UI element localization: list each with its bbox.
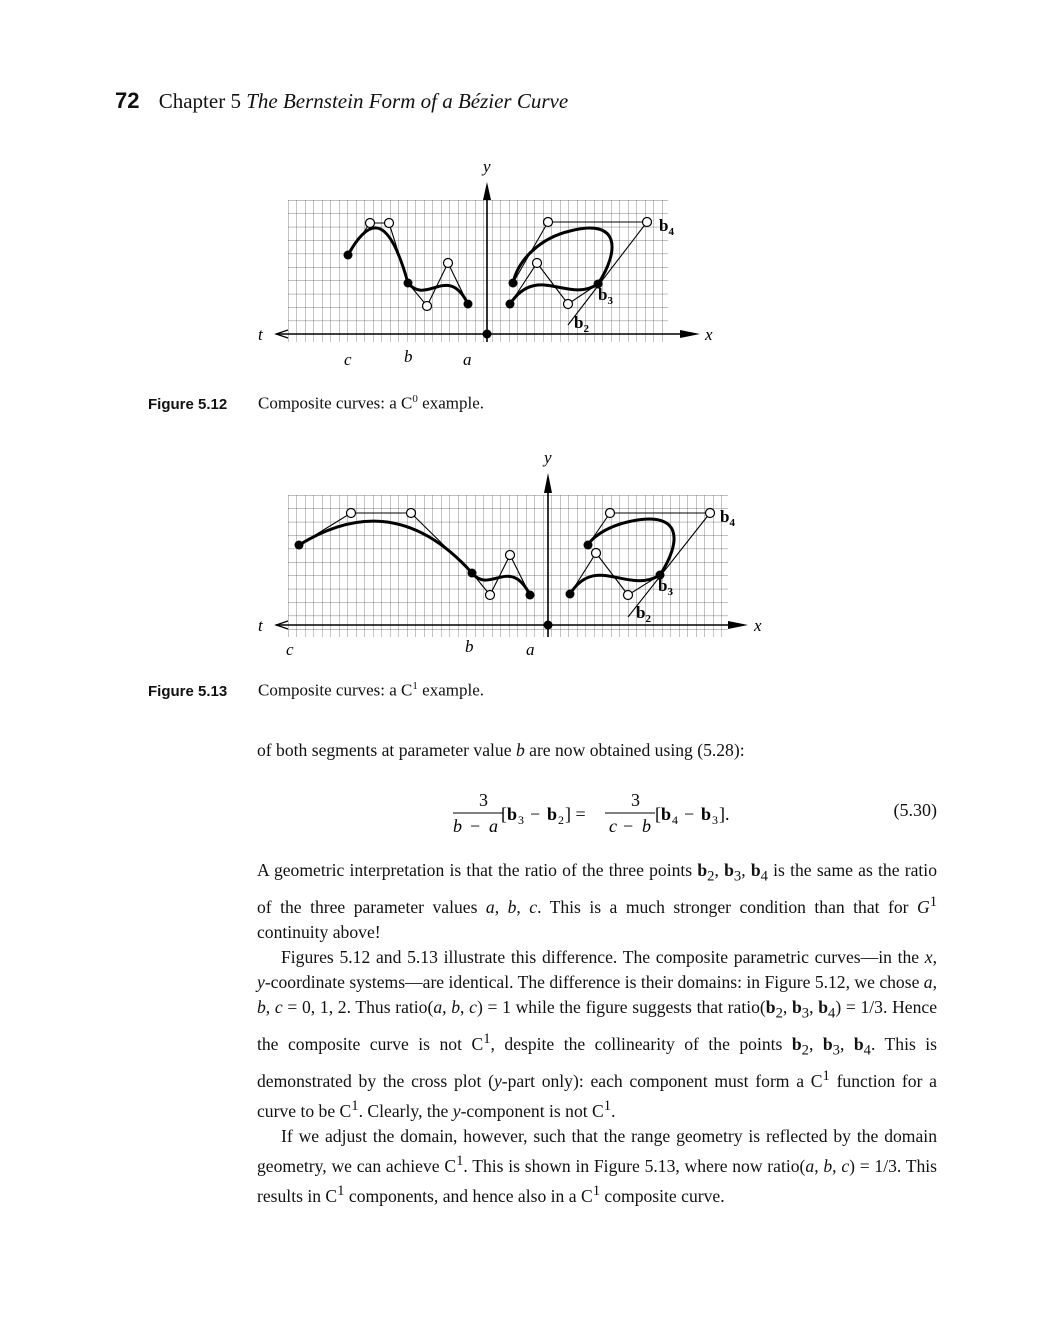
x-axis-arrow <box>680 330 700 338</box>
svg-text:4: 4 <box>672 813 678 827</box>
page-number: 72 <box>115 88 140 113</box>
x-axis-label: x <box>705 325 713 344</box>
svg-text:[: [ <box>655 804 661 824</box>
svg-text:3: 3 <box>631 790 640 810</box>
paragraph-3: If we adjust the domain, however, such that the range geometry is reflected by the domain geometry, we can achieve $C^1$. This is shown in Figure 5.13, where now ratio(a, b, c) = 1/3. This results in $C^1$ components, and hence also in a $C^1$ composite curve. <box>257 1125 938 1206</box>
t-axis-label: t <box>258 616 263 635</box>
svg-text:b: b <box>642 816 651 836</box>
body-text <box>257 858 937 1209</box>
figure-5-12 <box>250 150 720 380</box>
y-axis-arrow <box>483 182 491 200</box>
x-axis-label: x <box>754 616 762 635</box>
svg-text:].: ]. <box>719 804 730 824</box>
label-b3: $b_3$ <box>598 285 613 307</box>
intro-line: of both segments at parameter value b are now obtained using (5.28): <box>257 740 745 760</box>
equation-number: (5.30) <box>893 800 937 820</box>
svg-text:] =: ] = <box>565 804 586 824</box>
tick-c: c <box>286 640 294 659</box>
tick-a: a <box>526 640 535 659</box>
svg-text:b: b <box>661 804 672 824</box>
chapter-title: The Bernstein Form of a Bézier Curve <box>246 89 569 113</box>
label-b3: $b_3$ <box>658 576 673 598</box>
label-b4: $b_4$ <box>720 507 735 529</box>
svg-text:−: − <box>470 816 481 836</box>
tick-a: a <box>463 350 472 369</box>
running-header <box>115 88 568 114</box>
figure-5-12-caption: Figure 5.12 Composite curves: a $C^0$ example. <box>148 393 484 413</box>
paragraph-2: Figures 5.12 and 5.13 illustrate this difference. The composite parametric curves—in the x, y-coordinate systems—are identical. The difference is their domains: in Figure 5.12, we chose a, b, c = 0, 1, 2. Thus ratio(a, b, c) = 1 while the figure suggests that $ratio(b_2$, $b_3$, $b_4) = 1/3$. Hence the composite curve is not $C^1$, despite the collinearity of the points $b_2$, $b_3$, $b_4$. This is demonstrated by the cross plot (y-part only): each component must form a $C^1$ function for a curve to be $C^1$. Clearly, the y-component is not $C^1$. <box>257 946 938 1121</box>
svg-text:−: − <box>530 804 541 824</box>
grid <box>288 200 668 342</box>
svg-text:b: b <box>547 804 558 824</box>
svg-text:−: − <box>684 804 695 824</box>
figure-5-13 <box>250 445 780 665</box>
svg-text:b: b <box>453 816 462 836</box>
label-b2: $b_2$ <box>636 603 651 625</box>
y-axis-label: y <box>544 448 552 467</box>
equation-5-30 <box>257 788 937 838</box>
svg-text:b: b <box>507 804 518 824</box>
label-b4: $b_4$ <box>659 216 674 238</box>
tick-c: c <box>344 350 352 369</box>
y-axis-label: y <box>483 157 491 176</box>
tick-b: b <box>404 347 413 366</box>
svg-text:b: b <box>701 804 712 824</box>
svg-text:−: − <box>623 816 634 836</box>
figure-5-13-caption: Figure 5.13 Composite curves: a $C^1$ example. <box>148 680 484 700</box>
svg-text:c: c <box>609 816 617 836</box>
y-axis-arrow <box>544 473 552 493</box>
svg-text:2: 2 <box>558 813 564 827</box>
svg-text:a: a <box>489 816 498 836</box>
x-axis-arrow <box>728 621 748 629</box>
svg-text:[: [ <box>501 804 507 824</box>
chapter-label: Chapter 5 <box>158 89 241 113</box>
svg-text:3: 3 <box>712 813 718 827</box>
svg-text:3: 3 <box>518 813 524 827</box>
tick-b: b <box>465 637 474 656</box>
t-axis-label: t <box>258 325 263 344</box>
label-b2: $b_2$ <box>574 313 589 335</box>
svg-text:3: 3 <box>479 790 488 810</box>
paragraph-1: A geometric interpretation is that the ratio of the three points $b_2$, $b_3$, $b_4$ is the same as the ratio of the three parameter values a, b, c. This is a much stronger condition than that for $G^1$ continuity above! <box>257 860 938 942</box>
